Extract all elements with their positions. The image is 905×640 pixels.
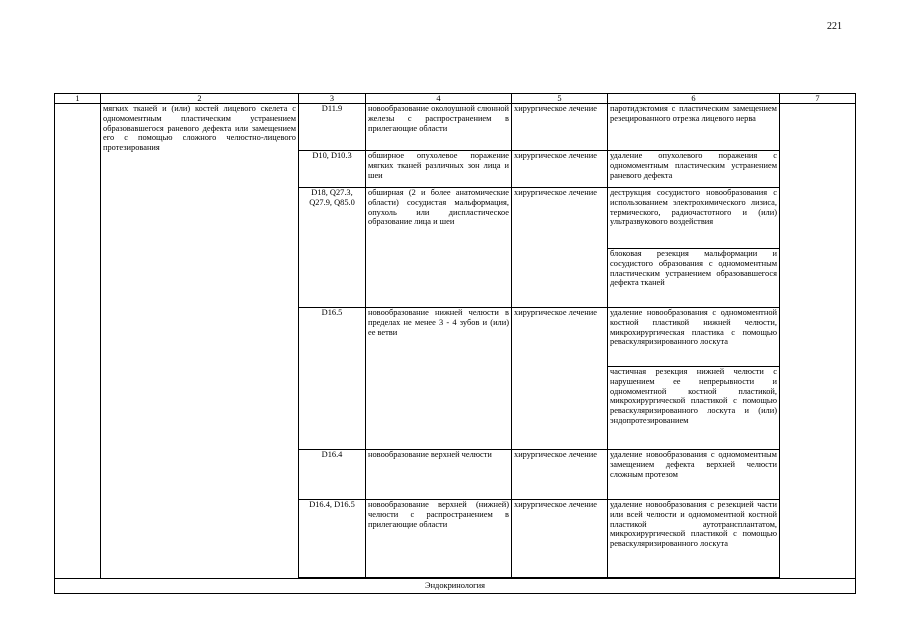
treatment-type-cell: хирургическое лечение (512, 450, 608, 500)
header-col-3: 3 (299, 94, 366, 104)
icd-code-cell: D16.4 (299, 450, 366, 500)
treatment-method-cell: удаление опухолевого поражения с одномоментным пластическим устранением раневого дефекта (608, 151, 780, 188)
treatment-method-cell: частичная резекция нижней челюсти с нарушением ее непрерывности и одномоментной костной пластикой, микрохирургической пластикой с помощью реваскуляризированного лоскута и (или) эндопротезированием (608, 367, 780, 450)
patient-model-cell: новообразование верхней челюсти (366, 450, 512, 500)
treatment-type-cell: хирургическое лечение (512, 151, 608, 188)
header-col-5: 5 (512, 94, 608, 104)
patient-model-cell: обширная (2 и более анатомические области) сосудистая мальформация, опухоль или диспластическое образование лица и шеи (366, 188, 512, 308)
treatment-method-cell: деструкция сосудистого новообразования с использованием электрохимического лизиса, термического, радиочастотного и (или) ультразвукового воздействия (608, 188, 780, 249)
treatment-method-cell: паротидэктомия с пластическим замещением резецированного отрезка лицевого нерва (608, 104, 780, 151)
header-row (55, 94, 856, 104)
treatment-type-cell: хирургическое лечение (512, 308, 608, 450)
treatment-type-cell: хирургическое лечение (512, 188, 608, 308)
patient-model-cell: новообразование нижней челюсти в пределах не менее 3 - 4 зубов и (или) ее ветви (366, 308, 512, 450)
patient-model-cell: обширное опухолевое поражение мягких тканей различных зон лица и шеи (366, 151, 512, 188)
table-row (55, 104, 856, 151)
header-col-7: 7 (780, 94, 856, 104)
header-col-2: 2 (101, 94, 299, 104)
treatment-method-cell: удаление новообразования с одномоментной костной пластикой нижней челюсти, микрохирургическая пластика с помощью реваскуляризированного лоскута (608, 308, 780, 367)
col1-cell (55, 104, 101, 579)
icd-code-cell: D18, Q27.3, Q27.9, Q85.0 (299, 188, 366, 308)
header-col-4: 4 (366, 94, 512, 104)
treatment-method-cell: удаление новообразования с резекцией части или всей челюсти и одномоментной костной пластикой аутотрансплантатом, микрохирургической пластикой с помощью реваскуляризированного лоскута (608, 500, 780, 578)
header-col-1: 1 (55, 94, 101, 104)
treatment-method-cell: удаление новообразования с одномоментным замещением дефекта верхней челюсти сложным протезом (608, 450, 780, 500)
medical-care-table (54, 93, 856, 594)
treatment-type-cell: хирургическое лечение (512, 104, 608, 151)
icd-code-cell: D11.9 (299, 104, 366, 151)
icd-code-cell: D16.5 (299, 308, 366, 450)
patient-model-cell: новообразование верхней (нижней) челюсти с распространением в прилегающие области (366, 500, 512, 578)
icd-code-cell: D16.4, D16.5 (299, 500, 366, 578)
treatment-method-cell: блоковая резекция мальформации и сосудистого образования с одномоментным пластическим устранением образовавшегося дефекта тканей (608, 249, 780, 308)
section-title: Эндокринология (55, 579, 856, 594)
intervention-name-cell: мягких тканей и (или) костей лицевого скелета с одномоментным пластическим устранением образовавшегося раневого дефекта или замещением его с помощью сложного челюстно-лицевого протезирования (101, 104, 299, 579)
patient-model-cell: новообразование околоушной слюнной железы с распространением в прилегающие области (366, 104, 512, 151)
icd-code-cell: D10, D10.3 (299, 151, 366, 188)
page-number: 221 (827, 21, 842, 32)
header-col-6: 6 (608, 94, 780, 104)
col7-cell (780, 104, 856, 579)
treatment-type-cell: хирургическое лечение (512, 500, 608, 578)
section-row (55, 579, 856, 594)
